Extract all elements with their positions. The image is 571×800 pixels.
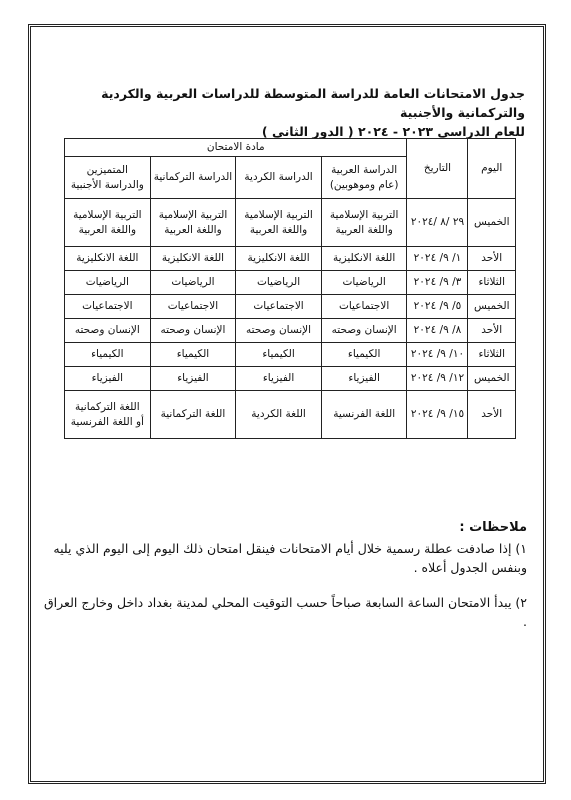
subject-line: الكيمياء: [176, 348, 210, 360]
subject-line: الإنسان وصحته: [74, 324, 140, 336]
header-distinguished-line-2: والدراسة الأجنبية: [70, 178, 144, 191]
turkmen-subject-cell: [150, 391, 236, 439]
arabic-subject-cell: [321, 391, 407, 439]
subject-line: الرياضيات: [171, 276, 215, 288]
date-cell: ٥/ ٩/ ٢٠٢٤: [407, 295, 468, 319]
distinguished-subject-cell: [65, 343, 151, 367]
turkmen-subject-cell: [150, 319, 236, 343]
date-cell: ٢٩ /٨ /٢٠٢٤: [407, 199, 468, 247]
header-subject-group: مادة الامتحان: [65, 139, 407, 157]
subject-line: التربية الإسلامية: [244, 208, 313, 221]
table-row: [65, 295, 516, 319]
arabic-subject-cell: [321, 319, 407, 343]
kurdish-subject-cell: [236, 199, 322, 247]
document-title: [45, 84, 525, 141]
day-cell: الأحد: [468, 391, 516, 439]
date-cell: ١٠/ ٩/ ٢٠٢٤: [407, 343, 468, 367]
subject-line: التربية الإسلامية: [329, 208, 399, 221]
kurdish-subject-cell: [236, 295, 322, 319]
title-line-2: للعام الدراسي ٢٠٢٣ - ٢٠٢٤ ( الدور الثاني ): [261, 124, 525, 139]
date-cell: ٨/ ٩/ ٢٠٢٤: [407, 319, 468, 343]
subject-line: التربية الإسلامية: [158, 208, 228, 221]
table-row: [65, 247, 516, 271]
schedule-body: [65, 199, 516, 439]
subject-line: الرياضيات: [85, 276, 129, 288]
arabic-subject-cell: [321, 295, 407, 319]
date-cell: ١٢/ ٩/ ٢٠٢٤: [407, 367, 468, 391]
exam-schedule-table: [64, 138, 516, 439]
subject-line: الاجتماعيات: [253, 300, 304, 312]
kurdish-subject-cell: [236, 391, 322, 439]
distinguished-subject-cell: [65, 199, 151, 247]
subject-line: التربية الإسلامية: [73, 208, 142, 221]
subject-line: اللغة الفرنسية: [333, 408, 396, 420]
header-distinguished-study: [65, 157, 151, 199]
subject-line: اللغة الانكليزية: [247, 252, 310, 264]
subject-line: اللغة التركمانية: [74, 400, 140, 413]
subject-line: واللغة العربية: [335, 223, 393, 236]
subject-line: الرياضيات: [342, 276, 386, 288]
turkmen-subject-cell: [150, 199, 236, 247]
distinguished-subject-cell: [65, 271, 151, 295]
subject-line: اللغة الانكليزية: [333, 252, 396, 264]
subject-line: الكيمياء: [347, 348, 381, 360]
header-day: اليوم: [468, 139, 516, 199]
subject-line: الفيزياء: [262, 372, 295, 384]
subject-line: اللغة الانكليزية: [161, 252, 225, 264]
date-cell: ١/ ٩/ ٢٠٢٤: [407, 247, 468, 271]
subject-line: الإنسان وصحته: [331, 324, 397, 336]
day-cell: الخميس: [468, 367, 516, 391]
subject-line: الرياضيات: [256, 276, 301, 288]
table-row: [65, 391, 516, 439]
day-cell: الأحد: [468, 319, 516, 343]
note-item-1: ١) إذا صادفت عطلة رسمية خلال أيام الامتحانات فينقل امتحان ذلك اليوم إلى اليوم الذي يليه وبنفس الجدول أعلاه .: [53, 541, 527, 575]
day-cell: الثلاثاء: [468, 271, 516, 295]
arabic-subject-cell: [321, 367, 407, 391]
subject-line: الإنسان وصحته: [160, 324, 226, 336]
header-kurdish-study: الدراسة الكردية: [236, 157, 322, 199]
header-arabic-line-1: الدراسة العربية: [331, 163, 398, 176]
arabic-subject-cell: [321, 199, 407, 247]
kurdish-subject-cell: [236, 343, 322, 367]
subject-line: واللغة العربية: [249, 223, 308, 236]
turkmen-subject-cell: [150, 295, 236, 319]
subject-line: أو اللغة الفرنسية: [70, 415, 144, 428]
distinguished-subject-cell: [65, 295, 151, 319]
subject-line: الفيزياء: [177, 372, 209, 384]
table-row: [65, 319, 516, 343]
turkmen-subject-cell: [150, 343, 236, 367]
table-row: [65, 199, 516, 247]
distinguished-subject-cell: [65, 247, 151, 271]
kurdish-subject-cell: [236, 367, 322, 391]
title-line-1: جدول الامتحانات العامة للدراسة المتوسطة للدراسات العربية والكردية والتركمانية والأجنبية: [101, 86, 525, 120]
table-row: [65, 343, 516, 367]
turkmen-subject-cell: [150, 271, 236, 295]
kurdish-subject-cell: [236, 247, 322, 271]
subject-line: اللغة التركمانية: [160, 408, 226, 420]
subject-line: اللغة الانكليزية: [76, 252, 139, 264]
day-cell: الخميس: [468, 295, 516, 319]
table-row: [65, 367, 516, 391]
note-item-2: ٢) يبدأ الامتحان الساعة السابعة صباحاً حسب التوقيت المحلي لمدينة بغداد داخل وخارج العراق .: [43, 595, 527, 629]
subject-line: الكيمياء: [262, 348, 295, 360]
arabic-subject-cell: [321, 271, 407, 295]
header-arabic-study: [321, 157, 407, 199]
arabic-subject-cell: [321, 343, 407, 367]
subject-line: الكيمياء: [91, 348, 124, 360]
subject-line: الفيزياء: [91, 372, 124, 384]
kurdish-subject-cell: [236, 319, 322, 343]
distinguished-subject-cell: [65, 391, 151, 439]
header-distinguished-line-1: المتميزين: [86, 163, 128, 176]
header-arabic-line-2: (عام وموهوبين): [329, 178, 399, 191]
header-date: التاريخ: [407, 139, 468, 199]
subject-line: اللغة الكردية: [251, 408, 306, 420]
subject-line: واللغة العربية: [164, 223, 222, 236]
arabic-subject-cell: [321, 247, 407, 271]
kurdish-subject-cell: [236, 271, 322, 295]
date-cell: ٣/ ٩/ ٢٠٢٤: [407, 271, 468, 295]
table-row: [65, 271, 516, 295]
day-cell: الثلاثاء: [468, 343, 516, 367]
subject-line: الاجتماعيات: [338, 300, 390, 312]
turkmen-subject-cell: [150, 247, 236, 271]
subject-line: الاجتماعيات: [82, 300, 133, 312]
day-cell: الخميس: [468, 199, 516, 247]
subject-line: الاجتماعيات: [167, 300, 219, 312]
subject-line: واللغة العربية: [78, 223, 137, 236]
notes-section: [37, 518, 527, 647]
subject-line: الفيزياء: [348, 372, 380, 384]
subject-line: الإنسان وصحته: [246, 324, 312, 336]
header-turkmen-study: الدراسة التركمانية: [150, 157, 236, 199]
date-cell: ١٥/ ٩/ ٢٠٢٤: [407, 391, 468, 439]
notes-heading: ملاحظات :: [459, 520, 527, 535]
day-cell: الأحد: [468, 247, 516, 271]
distinguished-subject-cell: [65, 319, 151, 343]
turkmen-subject-cell: [150, 367, 236, 391]
distinguished-subject-cell: [65, 367, 151, 391]
